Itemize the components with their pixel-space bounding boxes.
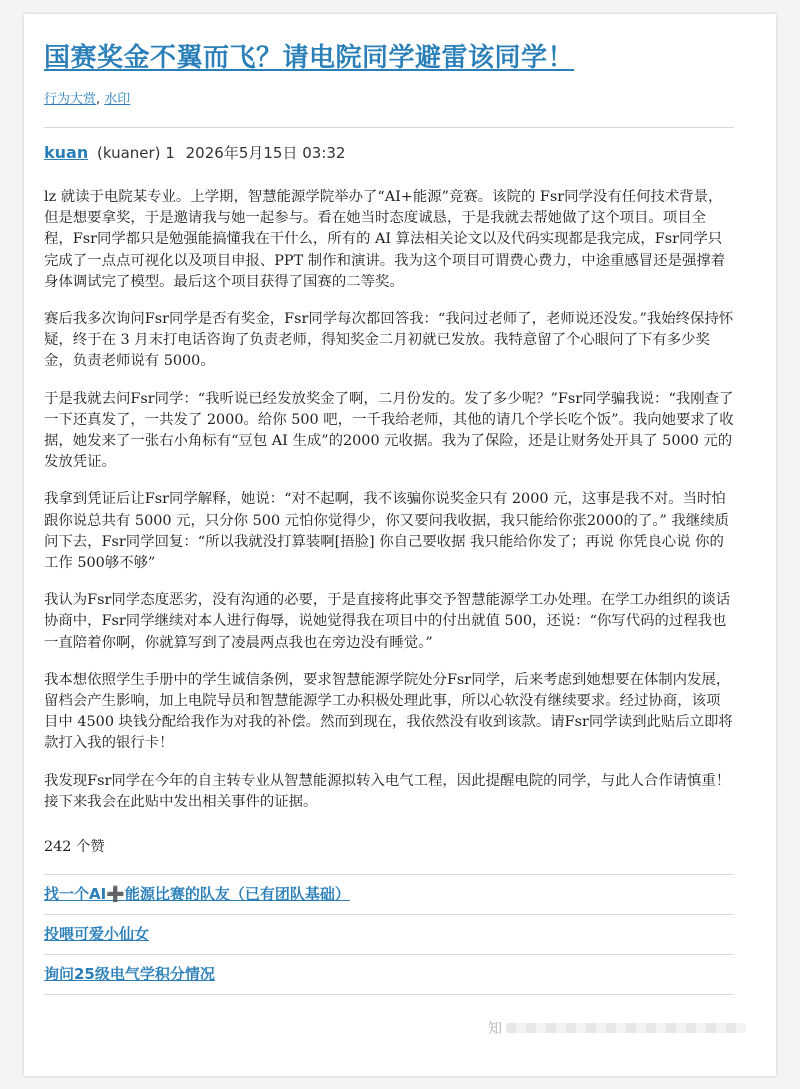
author-handle: (kuaner) bbox=[97, 144, 161, 162]
tag-separator: , bbox=[96, 92, 101, 107]
watermark-bar bbox=[506, 1023, 746, 1033]
like-count[interactable]: 242 个赞 bbox=[44, 839, 105, 856]
post-page bbox=[24, 14, 776, 1076]
post-paragraph: 我本想依照学生手册中的学生诚信条例，要求智慧能源学院处分Fsr同学，后来考虑到她想要在体制内发展，留档会产生影响，加上电院导员和智慧能源学工办积极处理此事，所以心软没有继续要求。经过协商，该项目中 4500 块钱分配给我作为对我的补偿。然而到现在，我依然没有收到该款。请Fsr同学读到此贴后立即将款打入我的银行卡！ bbox=[44, 671, 733, 752]
post-container bbox=[44, 38, 734, 995]
author-level: 1 bbox=[165, 144, 175, 162]
post-paragraph: 我发现Fsr同学在今年的自主转专业从智慧能源拟转入电气工程，因此提醒电院的同学，与此人合作请慎重！接下来我会在此贴中发出相关事件的证据。 bbox=[44, 772, 731, 810]
related-post-link[interactable]: 找一个AI➕能源比赛的队友（已有团队基础） bbox=[44, 874, 734, 915]
post-paragraph: 于是我就去问Fsr同学：“我听说已经发放奖金了啊，二月份发的。发了多少呢？”Fsr同学骗我说：“我刚查了一下还真发了，一共发了 2000。给你 500 吧，一千我给老师，其他的请几个学长吃个饭”。我向她要求了收据，她发来了一张右小角标有“豆包 AI 生成”的2000 元收据。我为了保险，还是让财务处开具了 5000 元的发放凭证。 bbox=[44, 390, 734, 471]
post-title[interactable]: 国赛奖金不翼而飞？请电院同学避雷该同学！ bbox=[44, 43, 575, 73]
tag-link-watermark[interactable]: 水印 bbox=[104, 92, 131, 107]
watermark-text: 知 bbox=[488, 1021, 502, 1037]
post-paragraph: 赛后我多次询问Fsr同学是否有奖金，Fsr同学每次都回答我：“我问过老师了，老师说还没发。”我始终保持怀疑，终于在 3 月末打电话咨询了负责老师，得知奖金二月初就已发放。我特意留了个心眼问了下有多少奖金，负责老师说有 5000。 bbox=[44, 311, 734, 370]
post-body bbox=[44, 187, 734, 813]
header-divider bbox=[44, 127, 734, 128]
post-paragraph: 我拿到凭证后让Fsr同学解释，她说：“对不起啊，我不该骗你说奖金只有 2000 元，这事是我不对。当时怕跟你说总共有 5000 元，只分你 500 元怕你觉得少，你又要问我收据，我只能给你张2000的了。” 我继续质问下去，Fsr同学回复：“所以我就没打算装啊[捂脸] 你自己要收据 我只能给你发了；再说 你凭良心说 你的工作 500够不够” bbox=[44, 491, 729, 572]
tag-list bbox=[44, 88, 734, 107]
tag-link-behavior[interactable]: 行为大赏 bbox=[44, 92, 97, 107]
author-link[interactable]: kuan bbox=[44, 143, 89, 162]
related-post-link[interactable]: 投喂可爱小仙女 bbox=[44, 915, 734, 955]
related-post-link[interactable]: 询问25级电气学积分情况 bbox=[44, 955, 734, 995]
related-posts bbox=[44, 874, 734, 995]
post-timestamp: 2026年5月15日 03:32 bbox=[185, 144, 346, 162]
post-meta bbox=[44, 142, 734, 163]
post-paragraph: 我认为Fsr同学态度恶劣，没有沟通的必要，于是直接将此事交予智慧能源学工办处理。在学工办组织的谈话协商中，Fsr同学继续对本人进行侮辱，说她觉得我在项目中的付出就值 500，还说：“你写代码的过程我也一直陪着你啊，你就算写到了凌晨两点我也在旁边没有睡觉。” bbox=[44, 592, 731, 651]
post-paragraph: lz 就读于电院某专业。上学期，智慧能源学院举办了“AI+能源”竞赛。该院的 Fsr同学没有任何技术背景，但是想要拿奖，于是邀请我与她一起参与。看在她当时态度诚恳，于是我就去帮她做了这个项目。项目全程，Fsr同学都只是勉强能搞懂我在干什么，所有的 AI 算法相关论文以及代码实现都是我完成，Fsr同学只完成了一点点可视化以及项目申报、PPT 制作和演讲。我为这个项目可谓费心费力，中途重感冒还是强撑着身体调试完了模型。最后这个项目获得了国赛的二等奖。 bbox=[44, 189, 726, 290]
watermark bbox=[488, 1018, 746, 1038]
